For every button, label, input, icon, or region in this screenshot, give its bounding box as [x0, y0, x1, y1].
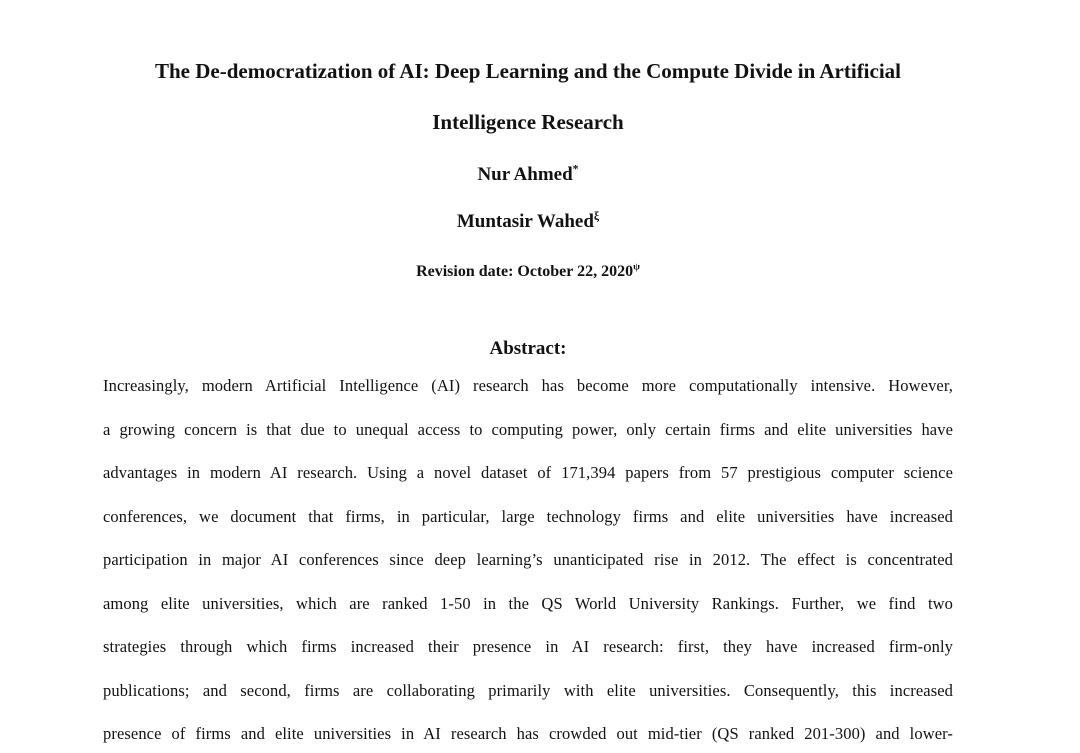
abstract-line: among elite universities, which are ranked 1-50 in the QS World University Rankings. Further, we find two — [103, 593, 953, 613]
revision-date-text: Revision date: October 22, 2020 — [416, 263, 634, 280]
paper-title-line-1: The De-democratization of AI: Deep Learning and the Compute Divide in Artificial — [154, 59, 902, 83]
abstract-line: conferences, we document that firms, in particular, large technology firms and elite universities have increased — [103, 506, 953, 526]
abstract-heading: Abstract: — [489, 338, 567, 359]
abstract-line: presence of firms and elite universities in AI research has crowded out mid-tier (QS ranked 201-300) and lower- — [103, 724, 953, 743]
revision-date-footnote-mark: ψ — [633, 261, 640, 273]
abstract-line: advantages in modern AI research. Using a novel dataset of 171,394 papers from 57 prestigious computer science — [103, 463, 953, 482]
paper-title-line-2: Intelligence Research — [432, 110, 624, 134]
abstract-body — [103, 364, 953, 753]
author-1-footnote-mark: * — [572, 162, 579, 176]
author-2 — [103, 209, 953, 234]
abstract-line: publications; and second, firms are collaborating primarily with elite universities. Consequently, this increased — [103, 680, 953, 700]
revision-date — [103, 261, 953, 282]
abstract-line: a growing concern is that due to unequal access to computing power, only certain firms and elite universities have — [103, 419, 953, 439]
abstract-line: strategies through which firms increased their presence in AI research: first, they have increased firm-only — [103, 637, 953, 656]
author-2-name: Muntasir Wahed — [456, 211, 594, 232]
abstract-line: Increasingly, modern Artificial Intelligence (AI) research has become more computationally intensive. However, — [103, 376, 953, 395]
author-1 — [103, 162, 953, 187]
author-1-name: Nur Ahmed — [477, 164, 573, 185]
paper-page — [103, 0, 953, 753]
abstract-line: participation in major AI conferences since deep learning’s unanticipated rise in 2012. The effect is concentrated — [103, 550, 953, 569]
author-2-footnote-mark: ξ — [593, 209, 600, 223]
